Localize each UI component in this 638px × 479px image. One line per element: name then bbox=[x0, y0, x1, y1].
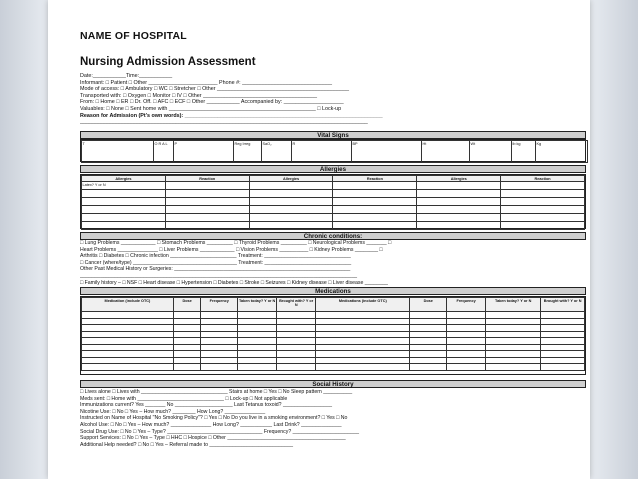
social-history-section bbox=[80, 389, 586, 448]
chronic-line-continuation[interactable]: ________________________________________________________________________________________________ bbox=[80, 272, 357, 279]
table-cell[interactable] bbox=[501, 214, 585, 222]
table-cell[interactable] bbox=[333, 222, 417, 230]
vital-temp[interactable]: T bbox=[82, 141, 154, 163]
vital-height[interactable]: Ht bbox=[422, 141, 470, 163]
chronic-line-lung[interactable]: □ Lung Problems ____________ □ Stomach Problems _________ □ Thyroid Problems _________ □ Neurological Problems _______ □ bbox=[80, 240, 392, 246]
latex-cell[interactable]: Latex? Y or N bbox=[82, 182, 166, 190]
taken-today-header: Taken today? Y or N bbox=[238, 298, 277, 312]
table-cell[interactable] bbox=[165, 182, 249, 190]
chronic-conditions-section bbox=[80, 240, 586, 286]
nicotine-line[interactable]: Nicotine Use: □ No □ Yes – How much? ________ How Long? ______________ bbox=[80, 408, 266, 415]
allergies-header: Allergies bbox=[417, 176, 501, 182]
table-cell[interactable] bbox=[501, 190, 585, 198]
table-cell[interactable] bbox=[417, 182, 501, 190]
smoking-policy-line[interactable]: Instructed on Name of Hospital "No Smoking Policy"? □ Yes □ No Do you live in a smoking environment? □ Yes □ No bbox=[80, 415, 348, 422]
valuables-line[interactable]: Valuables: □ None □ Sent home with _________________________________________________ □ Lock-up bbox=[80, 105, 342, 112]
allergies-band: Allergies bbox=[80, 165, 586, 173]
table-cell[interactable] bbox=[333, 182, 417, 190]
transported-with-line[interactable]: Transported with: □ Oxygen □ Monitor □ IV □ Other ______________________________________ bbox=[80, 92, 318, 99]
table-cell[interactable] bbox=[417, 214, 501, 222]
hospital-name: NAME OF HOSPITAL bbox=[80, 30, 187, 42]
table-cell[interactable] bbox=[277, 364, 316, 371]
table-cell[interactable] bbox=[417, 198, 501, 206]
frequency-header: Frequency bbox=[447, 298, 486, 312]
vital-signs-band: Vital Signs bbox=[80, 131, 586, 139]
table-cell[interactable] bbox=[249, 190, 333, 198]
date-time-line[interactable]: Date:___________Time:___________ bbox=[80, 73, 173, 79]
intake-section bbox=[80, 73, 586, 126]
table-cell[interactable] bbox=[417, 190, 501, 198]
drug-use-line[interactable]: Social Drug Use: □ No □ Yes – Type? _________________________________ Frequency? _______________________ bbox=[80, 428, 360, 435]
chronic-conditions-band: Chronic conditions: bbox=[80, 232, 586, 240]
table-cell[interactable] bbox=[238, 364, 277, 371]
dose-header: Dose bbox=[410, 298, 447, 312]
table-cell[interactable] bbox=[249, 198, 333, 206]
table-cell[interactable] bbox=[82, 206, 166, 214]
table-cell[interactable] bbox=[417, 206, 501, 214]
table-cell[interactable] bbox=[82, 222, 166, 230]
table-cell[interactable] bbox=[501, 222, 585, 230]
informant-line[interactable]: Informant: □ Patient □ Other _______________________ Phone #: ______________________________ bbox=[80, 79, 333, 86]
medications-band: Medications bbox=[80, 287, 586, 295]
table-cell[interactable] bbox=[82, 214, 166, 222]
family-history-line[interactable]: □ Family history – □ NSF □ Heart disease □ Hypertension □ Diabetes □ Stroke □ Seizures □ Kidney disease □ Liver disease ________ bbox=[80, 279, 388, 286]
allergies-table bbox=[80, 174, 586, 229]
table-cell[interactable] bbox=[541, 364, 585, 371]
chronic-line-other-history[interactable]: Other Past Medical History or Surgeries: _____________________________________________________________ bbox=[80, 266, 351, 273]
reaction-header: Reaction bbox=[165, 176, 249, 182]
vital-resp[interactable]: R bbox=[292, 141, 352, 163]
reason-continuation-line[interactable]: ________________________________________________________________________________________________ bbox=[80, 119, 368, 126]
table-cell[interactable] bbox=[486, 364, 541, 371]
brought-with-header: Brought with? Y or N bbox=[277, 298, 316, 312]
form-title: Nursing Admission Assessment bbox=[80, 56, 256, 68]
table-cell[interactable] bbox=[316, 364, 410, 371]
vital-pulse[interactable]: P bbox=[174, 141, 234, 163]
vital-kg[interactable]: Kg bbox=[536, 141, 588, 163]
table-cell[interactable] bbox=[333, 214, 417, 222]
vital-signs-table bbox=[80, 139, 586, 162]
vital-lb-kg[interactable]: lb kg bbox=[512, 141, 536, 163]
brought-with-header: Brought with? Y or N bbox=[541, 298, 585, 312]
frequency-header: Frequency bbox=[201, 298, 238, 312]
reaction-header: Reaction bbox=[333, 176, 417, 182]
additional-help-line[interactable]: Additional Help needed? □ No □ Yes – Referral made to _____________________________ bbox=[80, 441, 294, 448]
dose-header: Dose bbox=[173, 298, 201, 312]
table-cell[interactable] bbox=[82, 198, 166, 206]
table-cell[interactable] bbox=[417, 222, 501, 230]
table-cell[interactable] bbox=[201, 364, 238, 371]
immunizations-line[interactable]: Immunizations current? Yes _______ No ____________________ Last Tetanus toxoid? _________________ bbox=[80, 402, 332, 409]
chronic-line-arthritis[interactable]: Arthritis □ Diabetes □ Chronic infection _______________________ Treatment: ______________________________ bbox=[80, 253, 351, 260]
table-cell[interactable] bbox=[82, 190, 166, 198]
table-cell[interactable] bbox=[165, 198, 249, 206]
social-history-band: Social History bbox=[80, 380, 586, 388]
medication-header: Medications (include OTC) bbox=[316, 298, 410, 312]
vital-oral[interactable]: O R A L bbox=[154, 141, 174, 163]
vital-reg-irreg[interactable]: Reg Irreg bbox=[234, 141, 262, 163]
table-cell[interactable] bbox=[165, 222, 249, 230]
table-cell[interactable] bbox=[249, 206, 333, 214]
meds-sent-line[interactable]: Meds sent: □ Home with ______________________________ □ Lock-up □ Not applicable bbox=[80, 395, 288, 402]
lives-alone-line[interactable]: □ Lives alone □ Lives with ______________________________ Stairs at home □ Yes □ No Sleep pattern __________ bbox=[80, 389, 353, 395]
chronic-line-heart[interactable]: Heart Problems ______________ □ Liver Problems ____________ □ Vision Problems __________ □ Kidney Problems ________ □ bbox=[80, 246, 383, 253]
table-cell[interactable] bbox=[249, 222, 333, 230]
table-cell[interactable] bbox=[501, 206, 585, 214]
table-cell[interactable] bbox=[501, 182, 585, 190]
allergies-header: Allergies bbox=[249, 176, 333, 182]
allergies-header: Allergies bbox=[82, 176, 166, 182]
medications-table bbox=[80, 296, 586, 375]
table-cell[interactable] bbox=[165, 206, 249, 214]
table-cell[interactable] bbox=[501, 198, 585, 206]
chronic-line-cancer[interactable]: □ Cancer (where/type) ____________________________________ Treatment: ______________________________ bbox=[80, 259, 352, 266]
table-cell[interactable] bbox=[165, 214, 249, 222]
mode-of-access-line[interactable]: Mode of access: □ Ambulatory □ WC □ Stretcher □ Other ____________________________________________ bbox=[80, 86, 349, 93]
table-cell[interactable] bbox=[333, 198, 417, 206]
taken-today-header: Taken today? Y or N bbox=[486, 298, 541, 312]
table-cell[interactable] bbox=[410, 364, 447, 371]
reason-for-admission-line[interactable]: Reason for Admission (Pt's own words): __________________________________________________________________ bbox=[80, 112, 383, 119]
reaction-header: Reaction bbox=[501, 176, 585, 182]
table-cell[interactable] bbox=[447, 364, 486, 371]
table-cell[interactable] bbox=[249, 214, 333, 222]
form-sheet bbox=[48, 0, 590, 479]
medication-header: Medication (include OTC) bbox=[82, 298, 174, 312]
alcohol-line[interactable]: Alcohol Use: □ No □ Yes – How much? ______________ How Long? ___________ Last Drink? ______________ bbox=[80, 421, 342, 428]
vital-sao2[interactable]: SaO₂ bbox=[262, 141, 292, 163]
table-cell[interactable] bbox=[82, 364, 174, 371]
from-line[interactable]: From: □ Home □ ER □ Dr. Off. □ AFC □ ECF □ Other ___________ Accompanied by: ____________________ bbox=[80, 99, 344, 106]
vital-bp[interactable]: BP bbox=[352, 141, 422, 163]
table-cell[interactable] bbox=[333, 206, 417, 214]
table-cell[interactable] bbox=[333, 190, 417, 198]
table-cell[interactable] bbox=[249, 182, 333, 190]
table-cell[interactable] bbox=[165, 190, 249, 198]
support-services-line[interactable]: Support Services: □ No □ Yes – Type □ HHC □ Hospice □ Other _________________________________________ bbox=[80, 435, 346, 442]
table-cell[interactable] bbox=[173, 364, 201, 371]
vital-weight[interactable]: Wt bbox=[470, 141, 512, 163]
